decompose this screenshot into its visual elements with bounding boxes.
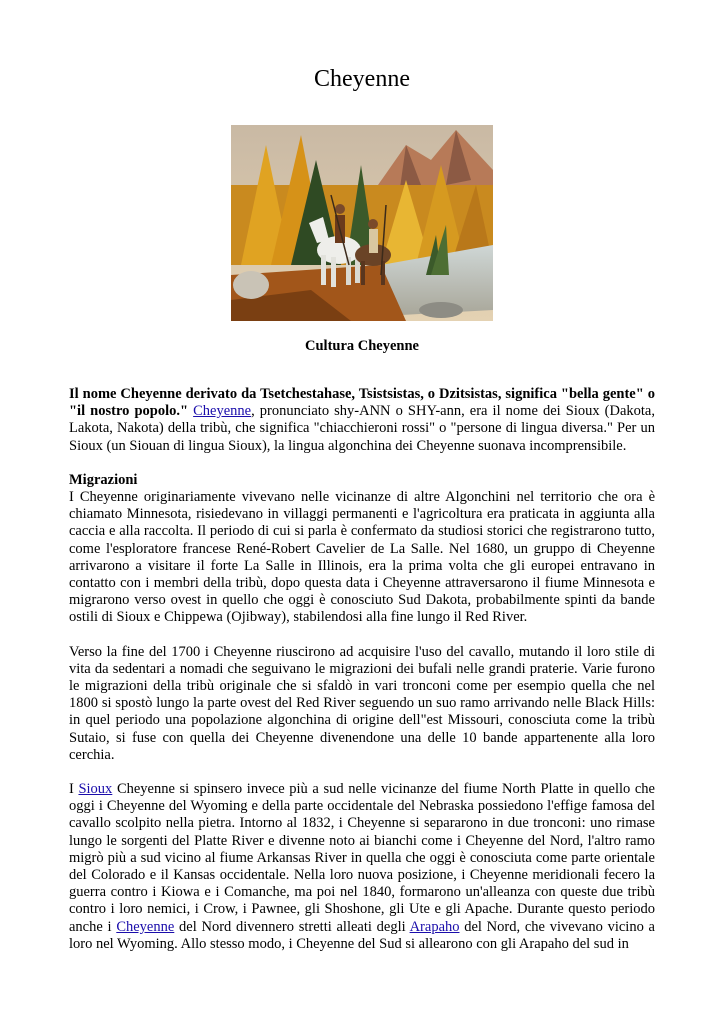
migrazioni-paragraph-3 xyxy=(69,781,655,953)
migrazioni-paragraph-2: Verso la fine del 1700 i Cheyenne riuscirono ad acquisire l'uso del cavallo, mutando il loro stile di vita da sedentari a nomadi che seguivano le migrazioni dei bufali nelle grandi praterie. Varie furono le migrazioni della tribù originale che si sfaldò in vari tronconi come per esempio quella che nel 1800 si spostò lungo la parte ovest del Red River seguendo un suo ramo arrivando nelle Black Hills: in quel periodo una popolazione algonchina di origine dell"est Missouri, conosciuta come la tribù Sutaio, si fuse con quella dei Cheyenne divenendone una delle 10 bande appartenente alla loro cerchia. xyxy=(69,643,655,763)
p3-text-mid2: del Nord divennero stretti alleati degli xyxy=(174,918,410,935)
cheyenne-link[interactable]: Cheyenne xyxy=(193,403,252,420)
intro-text: , pronunciato shy-ANN o SHY-ann, era il nome dei Sioux (Dakota, Lakota, Nakota) della tribù, che significa "chiacchieroni rossi" o "persone di lingua diversa." Per un Sioux (un Siouan di lingua Sioux), la lingua algonchina dei Cheyenne suonava incomprensibile. xyxy=(69,403,655,454)
image-caption: Cultura Cheyenne xyxy=(305,338,419,354)
p3-text-pre: I xyxy=(69,781,79,798)
p3-text-mid1: Cheyenne si spinsero invece più a sud nelle vicinanze del fiume North Platte in quello che oggi i Cheyenne del Wyoming e della parte occidentale del Nebraska possiedono l'effige famosa del cavallo scolpito nella pietra. Intorno al 1832, i Cheyenne si separarono in due tronconi: uno rimase lungo le sorgenti del Platte River e divenne noto ai bianchi come i Cheyenne del Nord, l'altro ramo migrò più a sud vicino al fiume Arkansas River in quella che oggi è conosciuta come parte orientale del Colorado e il Kansas occidentale. Nella loro nuova posizione, i Cheyenne meridionali fecero la guerra contro i Kiowa e i Comanche, ma poi nel 1840, formarono un'alleanza con queste due tribù contro i loro nemici, i Crow, i Pawnee, gli Shoshone, gli Ute e gli Apache. Durante questo periodo anche i xyxy=(69,781,655,935)
intro-bold-text: Il nome Cheyenne derivato da Tsetchestahase, Tsistsistas, o Dzitsistas, significa "bella gente" o "il nostro popolo." xyxy=(69,386,655,420)
p3-text-post: del Nord, che vivevano vicino a loro nel Wyoming. Allo stesso modo, i Cheyenne del Sud si allearono con gli Arapaho del sud in xyxy=(69,918,655,952)
cheyenne-painting xyxy=(231,125,493,321)
cheyenne-link-2[interactable]: Cheyenne xyxy=(116,918,175,935)
page-title: Cheyenne xyxy=(314,66,410,92)
sioux-link[interactable]: Sioux xyxy=(78,781,113,798)
arapaho-link[interactable]: Arapaho xyxy=(409,918,460,935)
migrazioni-text-1: I Cheyenne originariamente vivevano nelle vicinanze di altre Algonchini nel territorio che ora è chiamato Minnesota, risiedevano in villaggi permanenti e l'agricoltura era praticata in aggiunta alla caccia e alla raccolta. Il periodo di cui si parla è confermato da studiosi storici che registrarono tutto, come l'esploratore francese René-Robert Cavelier de La Salle. Nel 1680, un gruppo di Cheyenne arrivarono a visitare il forte La Salle in Illinois, era la prima volta che gli europei entravano in contatto con i membri della tribù, dopo questa data i Cheyenne attraversarono il fiume Minnesota e migrarono verso ovest in quello che oggi è conosciuto Sud Dakota, probabilmente spinti da bande ostili di Sioux e Chippewa (Ojibway), stabilendosi alla fine lungo il Red River. xyxy=(69,489,655,626)
article-body xyxy=(69,386,655,970)
intro-paragraph xyxy=(69,386,655,455)
migrazioni-paragraph-1 xyxy=(69,472,655,627)
section-heading-migrazioni: Migrazioni xyxy=(69,471,138,488)
